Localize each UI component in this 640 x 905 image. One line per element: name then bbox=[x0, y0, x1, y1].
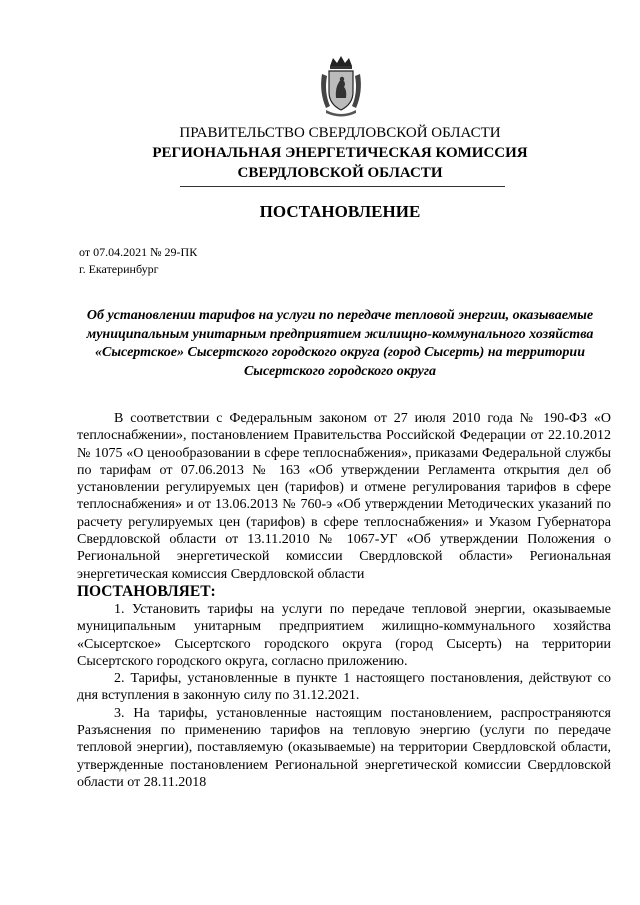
resolves-heading: ПОСТАНОВЛЯЕТ: bbox=[77, 582, 216, 600]
item-1-paragraph: 1. Установить тарифы на услуги по передаче тепловой энергии, оказываемые муниципальным унитарным предприятием жилищно-коммунального хозяйства «Сысертское» Сысертского городского округа (город Сысерть) на территории Сысертского городского округа, согласно приложению. bbox=[77, 601, 611, 669]
header-divider bbox=[180, 186, 505, 187]
document-body bbox=[77, 410, 611, 791]
document-date-number: от 07.04.2021 № 29-ПК bbox=[79, 245, 198, 259]
commission-name: РЕГИОНАЛЬНАЯ ЭНЕРГЕТИЧЕСКАЯ КОМИССИЯ bbox=[152, 145, 528, 161]
document-type-title: ПОСТАНОВЛЕНИЕ bbox=[259, 202, 421, 221]
document-city: г. Екатеринбург bbox=[79, 262, 159, 276]
preamble-paragraph: В соответствии с Федеральным законом от 27 июля 2010 года № 190-ФЗ «О теплоснабжении», постановлением Правительства Российской Федерации от 22.10.2012 № 1075 «О ценообразовании в сфере теплоснабжения», приказами Федеральной службы по тарифам от 07.06.2013 № 163 «Об утверждении Регламента открытия дел об установлении регулируемых цен (тарифов) и отмене регулирования тарифов в сфере теплоснабжения» и от 13.06.2013 № 760-э «Об утверждении Методических указаний по расчету регулируемых цен (тарифов) в сфере теплоснабжения» и Указом Губернатора Свердловской области от 13.11.2010 № 1067-УГ «Об утверждении Положения о Региональной энергетической комиссии Свердловской области» Региональная энергетическая комиссия Свердловской области bbox=[77, 411, 611, 582]
document-subject: Об установлении тарифов на услуги по передаче тепловой энергии, оказываемые муниципальным унитарным предприятием жилищно-коммунального хозяйства «Сысертское» Сысертского городского округа (город Сысерть) на территории Сысертского городского округа bbox=[86, 308, 594, 379]
item-3-paragraph: 3. На тарифы, установленные настоящим постановлением, распространяются Разъяснения по применению тарифов на тепловую энергию (услуги по передаче тепловой энергии), поставляемую (оказываемые) на территории Свердловской области, утвержденные постановлением Региональной энергетической комиссии Свердловской области от 28.11.2018 bbox=[77, 705, 611, 790]
coat-of-arms-icon bbox=[318, 54, 364, 120]
government-name: ПРАВИТЕЛЬСТВО СВЕРДЛОВСКОЙ ОБЛАСТИ bbox=[179, 125, 501, 141]
region-name: СВЕРДЛОВСКОЙ ОБЛАСТИ bbox=[237, 165, 443, 181]
item-2-paragraph: 2. Тарифы, установленные в пункте 1 настоящего постановления, действуют со дня вступления в законную силу по 31.12.2021. bbox=[77, 671, 611, 704]
